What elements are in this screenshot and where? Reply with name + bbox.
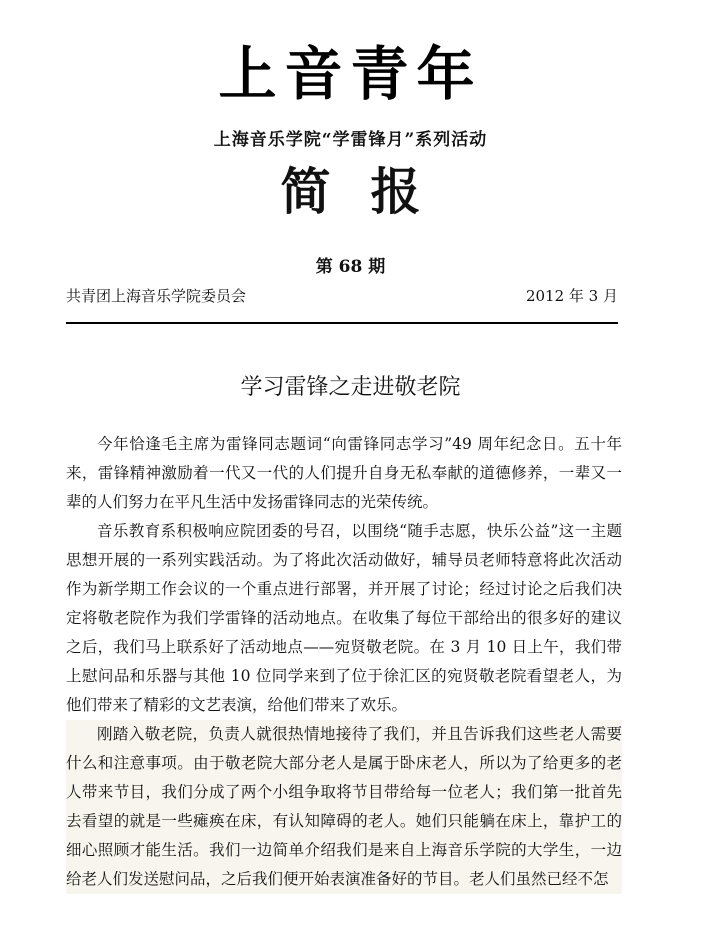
publish-date: 2012 年 3 月 bbox=[525, 287, 618, 305]
bulletin-char-2: 报 bbox=[370, 162, 421, 221]
issue-number: 第 68 期 bbox=[315, 257, 386, 277]
article-body bbox=[66, 430, 622, 894]
activity-subtitle: 上海音乐学院“学雷锋月”系列活动 bbox=[213, 130, 488, 150]
publisher-row bbox=[66, 285, 618, 307]
bulletin-heading bbox=[0, 160, 701, 224]
article-paragraph-2: 音乐教育系积极响应院团委的号召，以围绕“随手志愿，快乐公益”这一主题思想开展的一系列实践活动。为了将此次活动做好，辅导员老师特意将此次活动作为新学期工作会议的一个重点进行部署，并开展了讨论；经过讨论之后我们决定将敬老院作为我们学雷锋的活动地点。在收集了每位干部给出的很多好的建议之后，我们马上联系好了活动地点——宛贤敬老院。在 3 月 10 日上午，我们带上慰问品和乐器与其他 10 位同学来到了位于徐汇区的宛贤敬老院看望老人，为他们带来了精彩的文艺表演，给他们带来了欢乐。 bbox=[66, 522, 622, 714]
article-paragraph-3: 刚踏入敬老院，负责人就很热情地接待了我们，并且告诉我们这些老人需要什么和注意事项。由于敬老院大部分老人是属于卧床老人，所以为了给更多的老人带来节目，我们分成了两个小组争取将节目带给每一位老人；我们第一批首先去看望的就是一些瘫痪在床，有认知障碍的老人。她们只能躺在床上，靠护工的细心照顾才能生活。我们一边简单介绍我们是来自上海音乐学院的大学生，一边给老人们发送慰问品，之后我们便开始表演准备好的节目。老人们虽然已经不怎 bbox=[66, 720, 622, 894]
bulletin-char-1: 简 bbox=[280, 162, 331, 221]
header-divider bbox=[66, 322, 618, 324]
article-title: 学习雷锋之走进敬老院 bbox=[240, 375, 461, 400]
article-paragraph-1: 今年恰逢毛主席为雷锋同志题词“向雷锋同志学习”49 周年纪念日。五十年来，雷锋精神激励着一代又一代的人们提升自身无私奉献的道德修养，一辈又一辈的人们努力在平凡生活中发扬雷锋同志的光荣传统。 bbox=[66, 435, 622, 511]
publisher-name: 共青团上海音乐学院委员会 bbox=[66, 287, 247, 305]
masthead-title: 上音青年 bbox=[218, 40, 483, 108]
